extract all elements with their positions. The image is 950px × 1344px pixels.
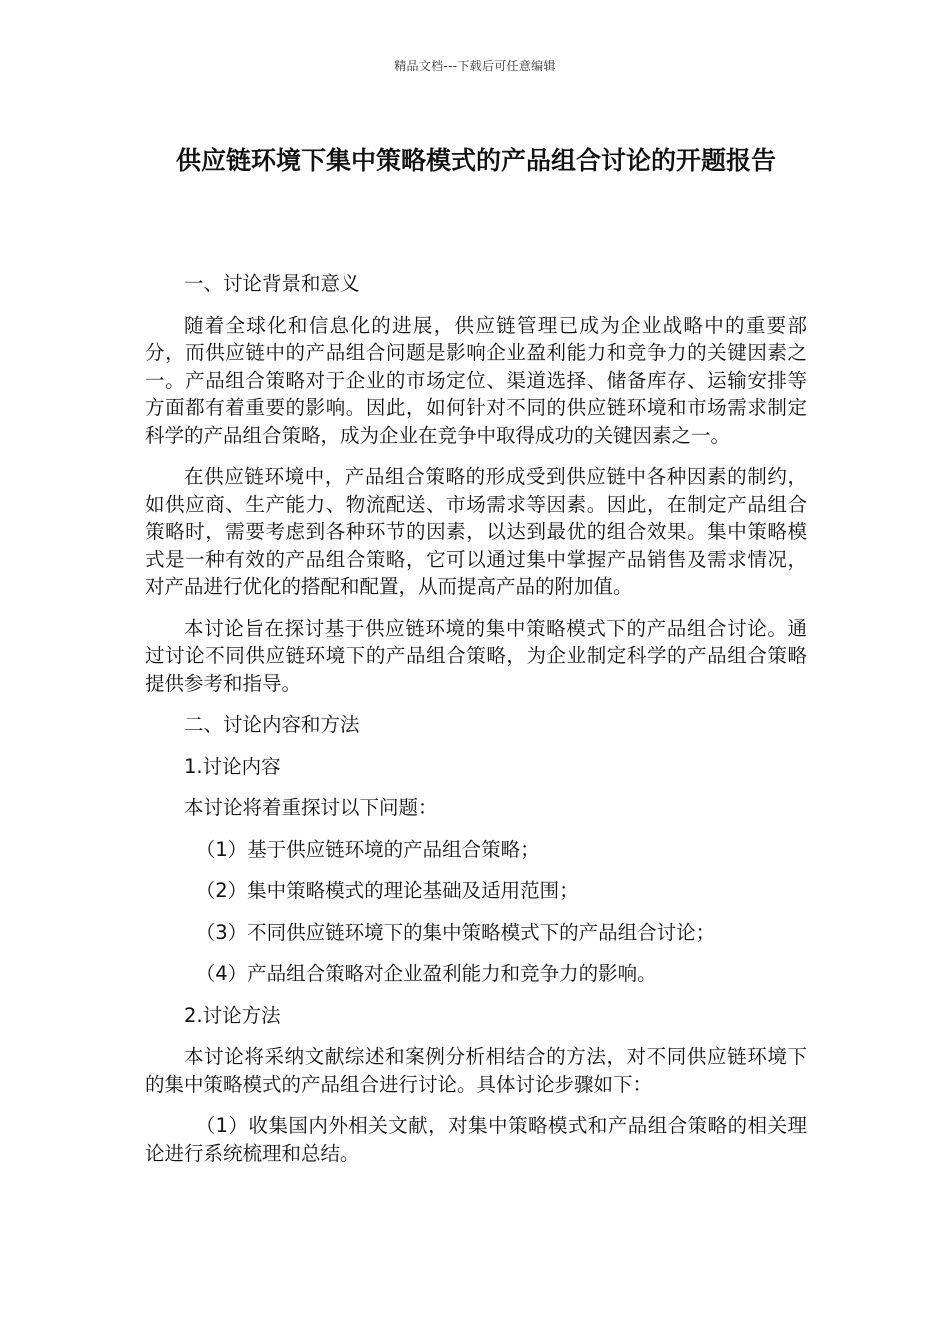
- subsection-heading-content: 1.讨论内容: [184, 754, 281, 778]
- list-item: （1）基于供应链环境的产品组合策略；: [195, 837, 540, 861]
- subsection-heading-method: 2.讨论方法: [184, 1003, 281, 1027]
- paragraph-background-3: 本讨论旨在探讨基于供应链环境的集中策略模式下的产品组合讨论。通过讨论不同供应链环境下的产品组合策略，为企业制定科学的产品组合策略提供参考和指导。: [145, 616, 807, 695]
- paragraph-method-intro: 本讨论将采纳文献综述和案例分析相结合的方法，对不同供应链环境下的集中策略模式的产品组合进行讨论。具体讨论步骤如下：: [145, 1045, 807, 1096]
- section-heading-background: 一、讨论背景和意义: [184, 272, 360, 295]
- list-item: （3）不同供应链环境下的集中策略模式下的产品组合讨论；: [195, 920, 716, 944]
- paragraph-background-2: 在供应链环境中，产品组合策略的形成受到供应链中各种因素的制约，如供应商、生产能力、物流配送、市场需求等因素。因此，在制定产品组合策略时，需要考虑到各种环节的因素，以达到最优的组合效果。集中策略模式是一种有效的产品组合策略，它可以通过集中掌握产品销售及需求情况，对产品进行优化的搭配和配置，从而提高产品的附加值。: [145, 465, 807, 598]
- paragraph-background-1: 随着全球化和信息化的进展，供应链管理已成为企业战略中的重要部分，而供应链中的产品组合问题是影响企业盈利能力和竞争力的关键因素之一。产品组合策略对于企业的市场定位、渠道选择、储备库存、运输安排等方面都有着重要的影响。因此，如何针对不同的供应链环境和市场需求制定科学的产品组合策略，成为企业在竞争中取得成功的关键因素之一。: [145, 313, 807, 447]
- list-item: （4）产品组合策略对企业盈利能力和竞争力的影响。: [195, 962, 657, 985]
- section-heading-content-method: 二、讨论内容和方法: [184, 713, 360, 736]
- document-body: [145, 270, 807, 1167]
- list-item: （2）集中策略模式的理论基础及适用范围；: [195, 879, 579, 902]
- paragraph-content-intro: 本讨论将着重探讨以下问题：: [184, 796, 438, 819]
- document-title: 供应链环境下集中策略模式的产品组合讨论的开题报告: [175, 146, 776, 175]
- header-note: 精品文档---下载后可任意编辑: [394, 59, 556, 73]
- list-item-step-1: （1）收集国内外相关文献，对集中策略模式和产品组合策略的相关理论进行系统梳理和总结。: [145, 1114, 807, 1165]
